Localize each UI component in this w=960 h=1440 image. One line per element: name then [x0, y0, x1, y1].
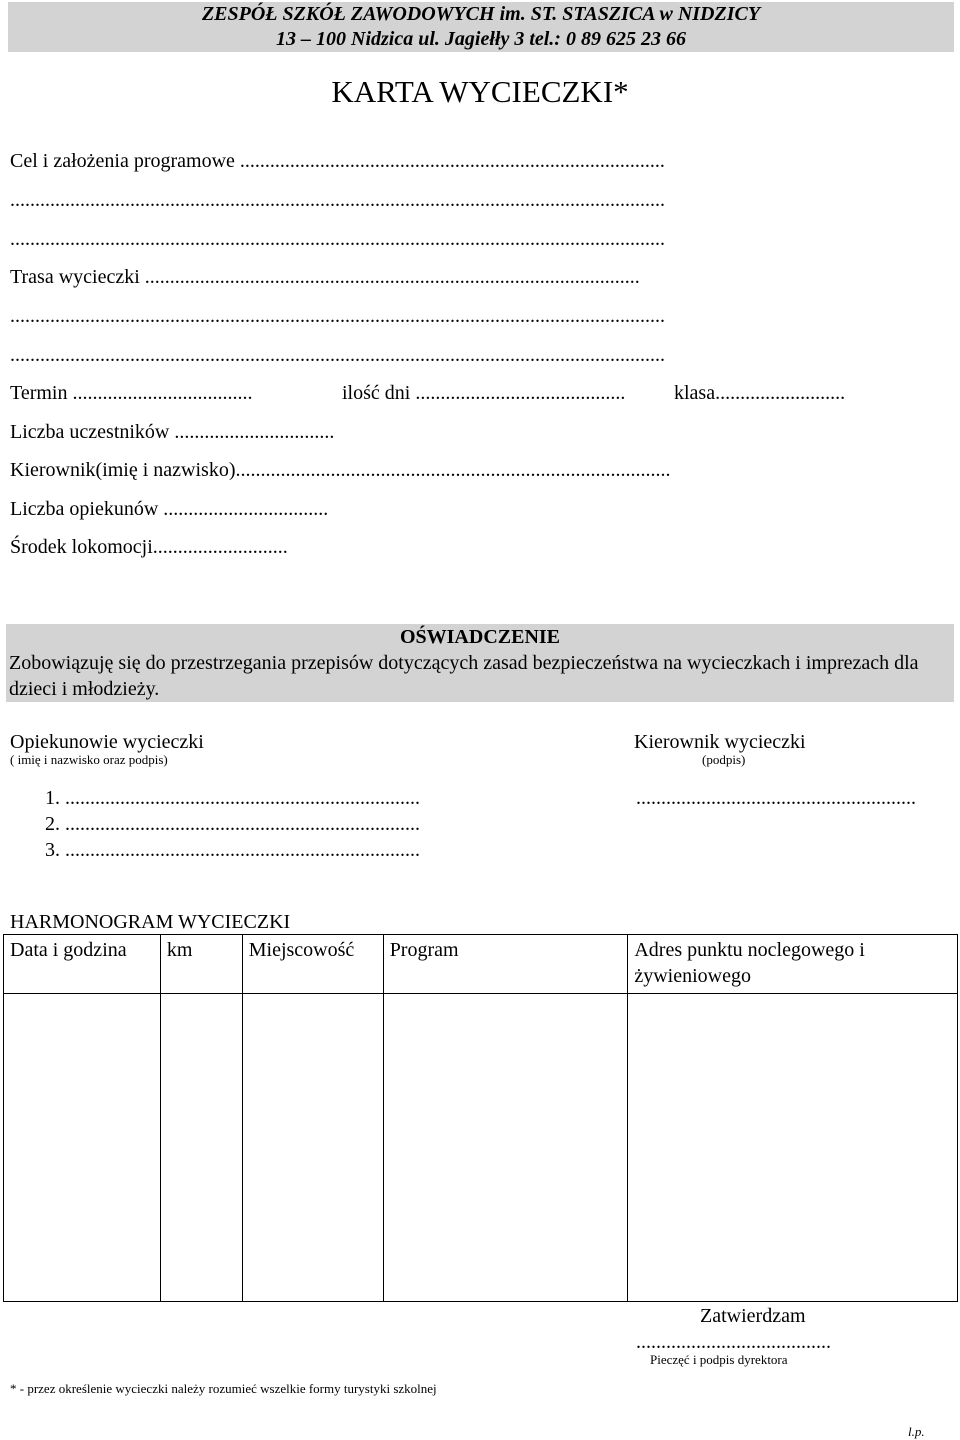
statement-heading: OŚWIADCZENIE: [399, 626, 561, 648]
approval-line[interactable]: .......................................: [636, 1331, 831, 1353]
school-address: 13 – 100 Nidzica ul. Jagiełły 3 tel.: 0 89 625 23 66: [276, 28, 686, 50]
cell-program[interactable]: [383, 994, 628, 1302]
statement-text: Zobowiązuję się do przestrzegania przepisów dotyczących zasad bezpieczeństwa na wycieczkach i imprezach dla dzieci i młodzieży.: [9, 652, 919, 700]
leader-label: Kierownik wycieczki: [634, 731, 806, 753]
approval-note: Pieczęć i podpis dyrektora: [650, 1352, 788, 1367]
field-termin[interactable]: Termin ....................................: [10, 382, 253, 404]
field-trasa[interactable]: Trasa wycieczki ...................................................................................................: [10, 266, 640, 288]
field-liczba-opiekunow[interactable]: Liczba opiekunów .................................: [10, 498, 329, 520]
field-liczba-uczestnikow[interactable]: Liczba uczestników ................................: [10, 421, 335, 443]
field-cel-line2[interactable]: ...................................................................................................................................: [10, 189, 665, 211]
cell-data[interactable]: [4, 994, 161, 1302]
field-ilosc-dni[interactable]: ilość dni ..........................................: [342, 382, 626, 404]
guardian-line-1[interactable]: 1. .......................................................................: [45, 787, 420, 809]
page-mark: l.p.: [908, 1424, 925, 1439]
field-klasa[interactable]: klasa..........................: [674, 382, 846, 404]
cell-miejscowosc[interactable]: [242, 994, 383, 1302]
table-row[interactable]: [4, 994, 958, 1302]
school-header: [8, 2, 954, 52]
column-header-data: Data i godzina: [4, 935, 161, 994]
field-srodek-lokomocji[interactable]: Środek lokomocji...........................: [10, 536, 288, 558]
column-header-program: Program: [383, 935, 628, 994]
document-title: KARTA WYCIECZKI*: [331, 74, 629, 109]
guardians-note: ( imię i nazwisko oraz podpis): [10, 752, 168, 767]
approval-label: Zatwierdzam: [700, 1305, 806, 1327]
statement-box: [6, 624, 954, 702]
cell-km[interactable]: [160, 994, 242, 1302]
guardians-label: Opiekunowie wycieczki: [10, 731, 204, 753]
column-header-miejscowosc: Miejscowość: [242, 935, 383, 994]
school-name: ZESPÓŁ SZKÓŁ ZAWODOWYCH im. ST. STASZICA w NIDZICY: [201, 3, 761, 25]
leader-note: (podpis): [702, 752, 746, 767]
field-trasa-line3[interactable]: ...................................................................................................................................: [10, 344, 665, 366]
harmonogram-table: [3, 934, 958, 1302]
guardian-line-3[interactable]: 3. .......................................................................: [45, 839, 420, 861]
footnote: * - przez określenie wycieczki należy rozumieć wszelkie formy turystyki szkolnej: [10, 1381, 437, 1396]
field-trasa-line2[interactable]: ...................................................................................................................................: [10, 305, 665, 327]
cell-adres[interactable]: [628, 994, 958, 1302]
leader-signature-line[interactable]: ........................................................: [636, 787, 916, 809]
field-kierownik[interactable]: Kierownik(imię i nazwisko).......................................................................................: [10, 459, 671, 481]
column-header-adres: Adres punktu noclegowego i żywieniowego: [628, 935, 958, 994]
field-cel-line3[interactable]: ...................................................................................................................................: [10, 228, 665, 250]
field-cel[interactable]: Cel i założenia programowe .....................................................................................: [10, 150, 665, 172]
harmonogram-title: HARMONOGRAM WYCIECZKI: [10, 911, 291, 933]
guardian-line-2[interactable]: 2. .......................................................................: [45, 813, 420, 835]
column-header-km: km: [160, 935, 242, 994]
